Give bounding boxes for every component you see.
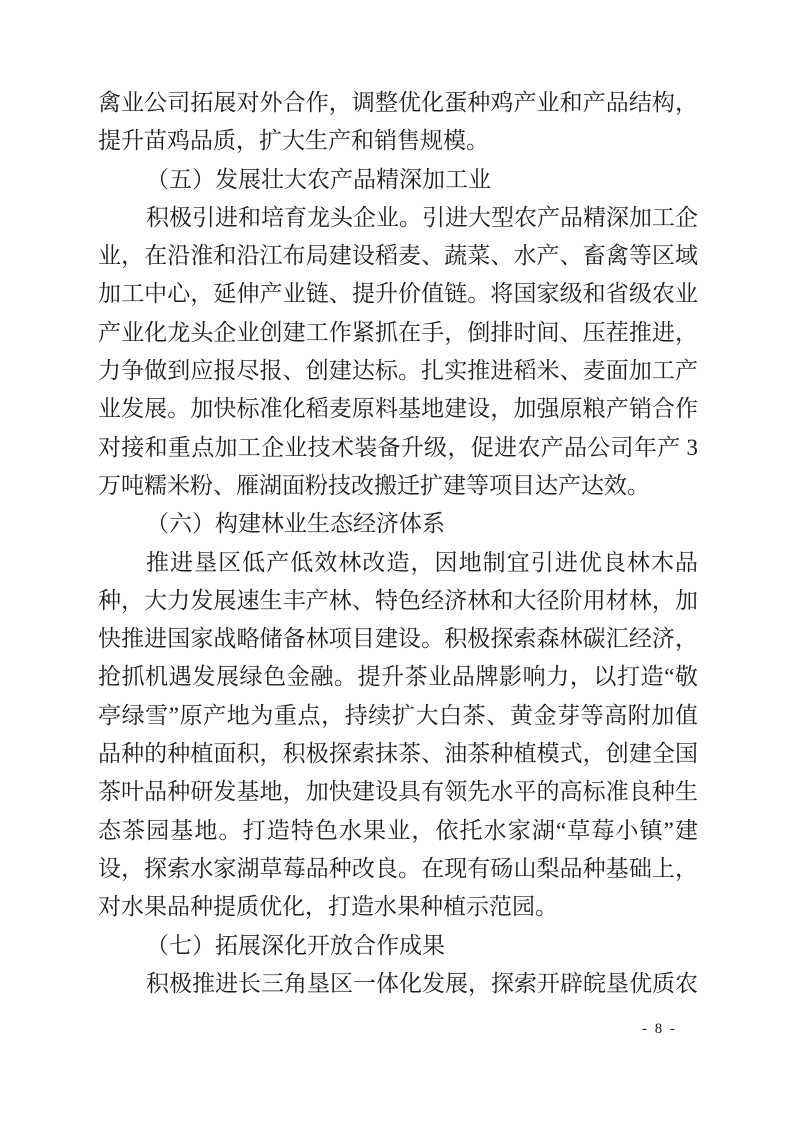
paragraph-section-5: 积极引进和培育龙头企业。引进大型农产品精深加工企业，在沿淮和沿江布局建设稻麦、蔬菜、水产、畜禽等区域加工中心，延伸产业链、提升价值链。将国家级和省级农业产业化龙头企业创建工作紧抓在手，倒排时间、压茬推进，力争做到应报尽报、创建达标。扎实推进稻米、麦面加工产业发展。加快标准化稻麦原料基地建设，加强原粮产销合作对接和重点加工企业技术装备升级，促进农产品公司年产 3 万吨糯米粉、雁湖面粉技改搬迁扩建等项目达产达效。 [98, 204, 698, 498]
section-heading-5: （五）发展壮大农产品精深加工业 [146, 166, 491, 192]
paragraph-section-7: 积极推进长三角垦区一体化发展，探索开辟皖垦优质农 [146, 970, 698, 996]
page-number: - 8 - [642, 1021, 677, 1037]
section-heading-6: （六）构建林业生态经济体系 [146, 511, 445, 537]
document-body [98, 84, 698, 1003]
paragraph-continuation: 禽业公司拓展对外合作，调整优化蛋种鸡产业和产品结构，提升苗鸡品质，扩大生产和销售规模。 [98, 90, 698, 154]
paragraph-section-6: 推进垦区低产低效林改造，因地制宜引进优良林木品种，大力发展速生丰产林、特色经济林和大径阶用材林，加快推进国家战略储备林项目建设。积极探索森林碳汇经济，抢抓机遇发展绿色金融。提升茶业品牌影响力，以打造“敬亭绿雪”原产地为重点，持续扩大白茶、黄金芽等高附加值品种的种植面积，积极探索抹茶、油茶种植模式，创建全国茶叶品种研发基地，加快建设具有领先水平的高标准良种生态茶园基地。打造特色水果业，依托水家湖“草莓小镇”建设，探索水家湖草莓品种改良。在现有砀山梨品种基础上，对水果品种提质优化，打造水果种植示范园。 [98, 549, 698, 920]
section-heading-7: （七）拓展深化开放合作成果 [146, 932, 445, 958]
